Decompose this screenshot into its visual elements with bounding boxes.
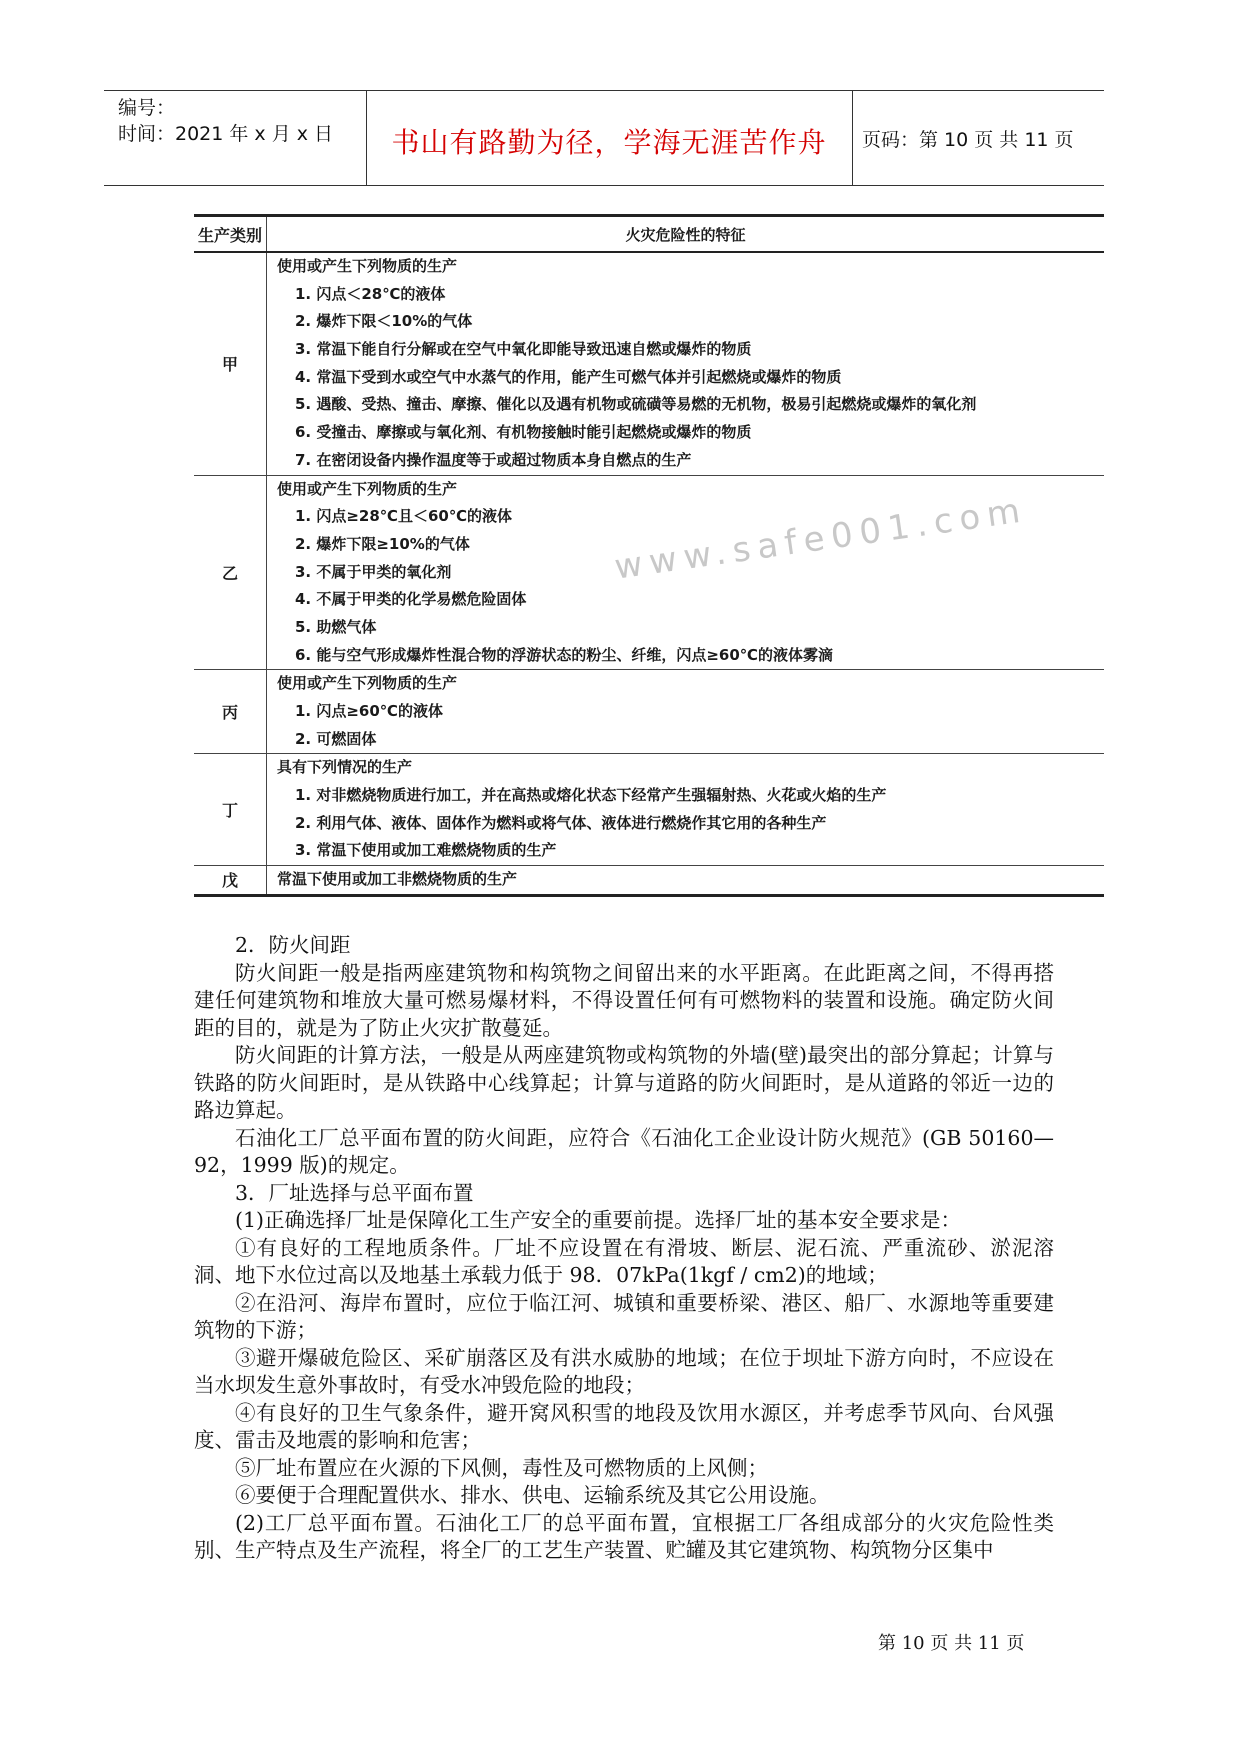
paragraph: (2)工厂总平面布置。石油化工厂的总平面布置，宜根据工厂各组成部分的火灾危险性类别、生产特点及生产流程，将全厂的工艺生产装置、贮罐及其它建筑物、构筑物分区集中 <box>194 1510 1054 1562</box>
list-item: ①有良好的工程地质条件。厂址不应设置在有滑坡、断层、泥石流、严重流砂、淤泥溶洞、地下水位过高以及地基土承载力低于 98．07kPa(1kgf / cm2)的地域； <box>194 1235 1054 1287</box>
category-cell: 乙 <box>194 475 267 670</box>
col-header-features: 火灾危险性的特征 <box>267 216 1105 253</box>
feature-cell <box>267 754 1105 866</box>
feature-cell <box>267 866 1105 896</box>
time-label: 时间：2021 年 x 月 x 日 <box>118 123 334 145</box>
table-row <box>194 670 1104 754</box>
paragraph: (1)正确选择厂址是保障化工生产安全的重要前提。选择厂址的基本安全要求是： <box>235 1208 962 1232</box>
list-item: ④有良好的卫生气象条件，避开窝风积雪的地段及饮用水源区，并考虑季节风向、台风强度、雷击及地震的影响和危害； <box>194 1400 1054 1452</box>
category-cell: 戊 <box>194 866 267 896</box>
feature-line: 使用或产生下列物质的生产 <box>277 479 458 498</box>
feature-line: 1. 闪点≥28℃且＜60℃的液体 <box>295 507 513 526</box>
category-cell: 丁 <box>194 754 267 866</box>
feature-cell <box>267 252 1105 475</box>
header-page-label: 页码：第 10 页 共 11 页 <box>862 129 1074 151</box>
header-divider <box>852 91 853 185</box>
feature-line: 使用或产生下列物质的生产 <box>277 257 458 275</box>
header-motto: 书山有路勤为径，学海无涯苦作舟 <box>391 126 827 159</box>
paragraph: 防火间距一般是指两座建筑物和构筑物之间留出来的水平距离。在此距离之间，不得再搭建任何建筑物和堆放大量可燃易爆材料，不得设置任何有可燃物料的装置和设施。确定防火间距的目的，就是为了防止火灾扩散蔓延。 <box>194 960 1054 1040</box>
feature-line: 使用或产生下列物质的生产 <box>277 674 458 693</box>
feature-line: 5. 遇酸、受热、撞击、摩擦、催化以及遇有机物或硫磺等易燃的无机物，极易引起燃烧或爆炸的氧化剂 <box>295 395 977 414</box>
feature-line: 2. 可燃固体 <box>295 729 377 748</box>
feature-line: 常温下使用或加工非燃烧物质的生产 <box>277 870 518 889</box>
section-heading: 3．厂址选择与总平面布置 <box>235 1180 474 1205</box>
table-row <box>194 252 1104 475</box>
header-meta <box>118 95 333 147</box>
list-item: ⑥要便于合理配置供水、排水、供电、运输系统及其它公用设施。 <box>235 1483 830 1507</box>
feature-line: 具有下列情况的生产 <box>277 758 413 777</box>
feature-line: 6. 受撞击、摩擦或与氧化剂、有机物接触时能引起燃烧或爆炸的物质 <box>295 423 752 442</box>
category-cell: 甲 <box>194 252 267 475</box>
number-label: 编号： <box>118 97 176 119</box>
list-item: ③避开爆破危险区、采矿崩落区及有洪水威胁的地域；在位于坝址下游方向时，不应设在当水坝发生意外事故时，有受水冲毁危险的地段； <box>194 1345 1054 1397</box>
feature-line: 4. 不属于甲类的化学易燃危险固体 <box>295 590 527 609</box>
feature-line: 4. 常温下受到水或空气中水蒸气的作用，能产生可燃气体并引起燃烧或爆炸的物质 <box>295 367 842 386</box>
feature-line: 7. 在密闭设备内操作温度等于或超过物质本身自燃点的生产 <box>295 450 692 469</box>
section-heading: 2．防火间距 <box>235 933 351 957</box>
body-text <box>194 932 1054 1565</box>
feature-cell <box>267 670 1105 754</box>
paragraph: 防火间距的计算方法，一般是从两座建筑物或构筑物的外墙(壁)最突出的部分算起；计算与铁路的防火间距时，是从铁路中心线算起；计算与道路的防火间距时，是从道路的邻近一边的路边算起。 <box>194 1043 1054 1122</box>
feature-line: 3. 常温下能自行分解或在空气中氧化即能导致迅速自燃或爆炸的物质 <box>295 340 752 359</box>
feature-line: 5. 助燃气体 <box>295 617 377 636</box>
table-header-row <box>194 216 1104 253</box>
feature-line: 2. 爆炸下限≥10%的气体 <box>295 534 470 553</box>
feature-line: 2. 利用气体、液体、固体作为燃料或将气体、液体进行燃烧作其它用的各种生产 <box>295 813 827 832</box>
feature-line: 1. 对非燃烧物质进行加工，并在高热或熔化状态下经常产生强辐射热、火花或火焰的生产 <box>295 786 887 805</box>
feature-line: 3. 常温下使用或加工难燃烧物质的生产 <box>295 841 557 860</box>
list-item: ②在沿河、海岸布置时，应位于临江河、城镇和重要桥梁、港区、船厂、水源地等重要建筑物的下游； <box>194 1290 1054 1342</box>
feature-line: 2. 爆炸下限＜10%的气体 <box>295 312 473 331</box>
table-row <box>194 754 1104 866</box>
paragraph: 石油化工厂总平面布置的防火间距，应符合《石油化工企业设计防火规范》(GB 50160—92，1999 版)的规定。 <box>194 1125 1054 1177</box>
category-cell: 丙 <box>194 670 267 754</box>
list-item: ⑤厂址布置应在火源的下风侧，毒性及可燃物质的上风侧； <box>235 1455 768 1480</box>
feature-line: 1. 闪点≥60℃的液体 <box>295 702 443 720</box>
table-row <box>194 866 1104 896</box>
feature-line: 1. 闪点＜28℃的液体 <box>295 284 446 303</box>
col-header-category: 生产类别 <box>194 216 267 253</box>
feature-line: 6. 能与空气形成爆炸性混合物的浮游状态的粉尘、纤维，闪点≥60℃的液体雾滴 <box>295 645 833 664</box>
feature-line: 3. 不属于甲类的氧化剂 <box>295 562 452 581</box>
page-footer: 第 10 页 共 11 页 <box>878 1633 1025 1654</box>
watermark: www.safe001.com <box>612 490 1030 588</box>
page-header <box>104 90 1104 186</box>
